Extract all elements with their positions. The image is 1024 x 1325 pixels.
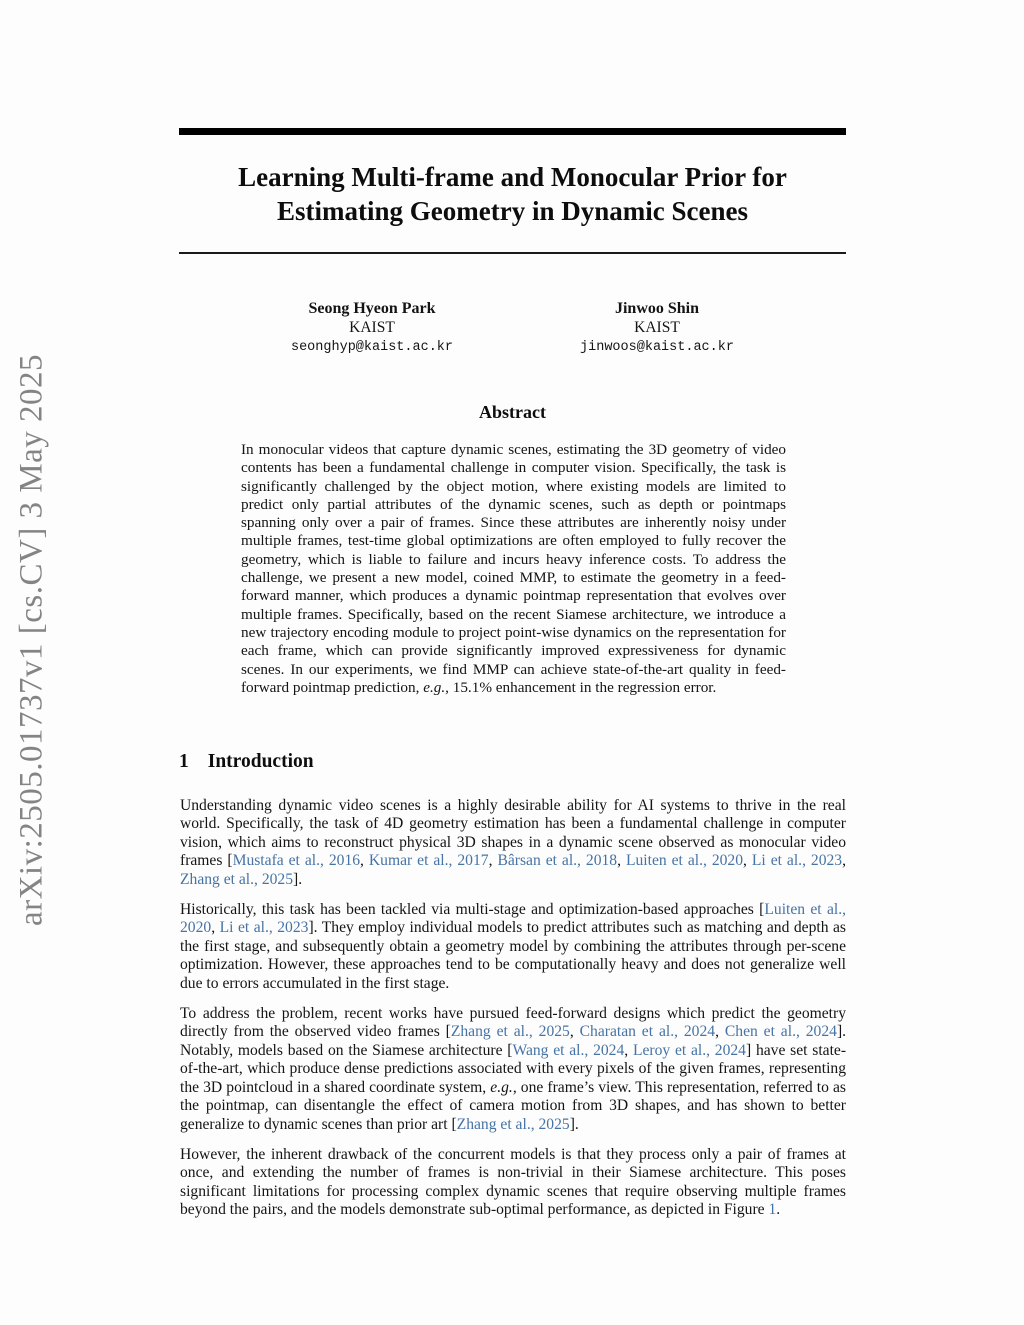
title-rule-bottom xyxy=(179,252,846,254)
arxiv-watermark: arXiv:2505.01737v1 [cs.CV] 3 May 2025 xyxy=(13,353,50,927)
inline-link[interactable]: Zhang et al., 2025 xyxy=(180,870,294,888)
author-affiliation: KAIST xyxy=(349,319,395,336)
text-segment: . xyxy=(776,1201,781,1219)
inline-link[interactable]: Mustafa et al., 2016 xyxy=(232,852,361,870)
inline-link[interactable]: Bârsan et al., 2018 xyxy=(497,852,618,870)
text-segment: , xyxy=(360,852,369,870)
inline-link[interactable]: Zhang et al., 2025 xyxy=(450,1023,570,1041)
paragraph xyxy=(180,797,846,889)
section-number: 1 xyxy=(179,751,189,772)
paper-title xyxy=(179,160,846,228)
text-segment: , xyxy=(488,852,498,870)
text-segment: , one frame’s view. This representation, referred to as the pointmap, can disentangle the effect of camera motion from 3D shapes, and has shown to better generalize to dynamic scenes than prior art [ xyxy=(180,1078,846,1133)
author-name: Jinwoo Shin xyxy=(614,300,700,317)
author-email: jinwoos@kaist.ac.kr xyxy=(580,340,734,355)
text-segment: Understanding dynamic video scenes is a highly desirable ability for AI systems to thrive in the real world. Specifically, the task of 4D geometry estimation has been a fundamental challenge in computer vision, which aims to reconstruct physical 3D shapes in a dynamic scene observed as monocular video frames [ xyxy=(180,797,846,870)
text-segment: , xyxy=(624,1041,633,1059)
author-email: seonghyp@kaist.ac.kr xyxy=(290,340,454,355)
text-segment: Historically, this task has been tackled via multi-stage and optimization-based approaches [ xyxy=(180,901,765,919)
text-segment: ] have set state-of-the-art, which produce dense predictions associated with every pixels of the given frames, representing the 3D pointcloud in a shared coordinate system, xyxy=(180,1041,847,1096)
inline-link[interactable]: Zhang et al., 2025 xyxy=(456,1115,570,1133)
author-block-2 xyxy=(525,299,789,357)
inline-link[interactable]: Wang et al., 2024 xyxy=(512,1041,625,1059)
text-segment: ]. They employ individual models to predict attributes such as matching and depth as the first stage, and subsequently obtain a geometry model by combining the attributes through per-scene optimization. However, these approaches tend to be computationally heavy and does not generalize well due to errors accumulated in the first stage. xyxy=(180,919,846,992)
text-segment: , xyxy=(211,919,220,937)
inline-link[interactable]: Luiten et al., 2020 xyxy=(625,852,744,870)
text-segment: , xyxy=(569,1023,580,1041)
inline-link[interactable]: Charatan et al., 2024 xyxy=(579,1023,716,1041)
abstract-paragraph xyxy=(241,441,786,697)
text-segment: , xyxy=(617,852,626,870)
inline-link[interactable]: 1 xyxy=(768,1201,777,1219)
paragraph xyxy=(180,1146,846,1220)
section-title: Introduction xyxy=(207,751,314,772)
text-segment: , xyxy=(715,1023,725,1041)
author-block-1 xyxy=(240,299,504,357)
title-rule-top xyxy=(179,128,846,135)
text-segment: e.g. xyxy=(423,678,446,696)
introduction-body xyxy=(180,797,846,1232)
text-segment: However, the inherent drawback of the concurrent models is that they process only a pair of frames at once, and extending the number of frames is non-trivial in their Siamese architecture. This poses significant limitations for processing complex dynamic scenes that require observing multiple frames beyond the pairs, and the models demonstrate sub-optimal performance, as depicted in Figure xyxy=(180,1145,846,1219)
inline-link[interactable]: Chen et al., 2024 xyxy=(724,1023,837,1041)
author-name: Seong Hyeon Park xyxy=(308,300,436,317)
inline-link[interactable]: Li et al., 2023 xyxy=(219,919,309,937)
text-segment: , xyxy=(743,852,752,870)
text-segment: To address the problem, recent works have pursued feed-forward designs which predict the geometry directly from the observed video frames [ xyxy=(180,1005,846,1041)
text-segment: ]. xyxy=(569,1115,579,1133)
text-segment: ]. xyxy=(293,870,303,888)
text-segment: , 15.1% enhancement in the regression error. xyxy=(445,678,717,696)
paragraph xyxy=(180,901,846,993)
title-line-2: Estimating Geometry in Dynamic Scenes xyxy=(277,196,748,226)
section-heading-introduction xyxy=(179,751,314,773)
title-line-1: Learning Multi-frame and Monocular Prior for xyxy=(238,162,787,192)
abstract-heading: Abstract xyxy=(479,402,546,422)
author-affiliation: KAIST xyxy=(634,319,680,336)
paragraph xyxy=(180,1005,846,1134)
text-segment: In monocular videos that capture dynamic scenes, estimating the 3D geometry of video contents has been a fundamental challenge in computer vision. Specifically, the task is significantly challenged by the object motion, where existing models are limited to predict only partial attributes of the dynamic scenes, such as depth or pointmaps spanning only over a pair of frames. Since these attributes are inherently noisy under multiple frames, test-time global optimizations are often employed to fully recover the geometry, which is liable to failure and incurs heavy inference costs. To address the challenge, we present a new model, coined MMP, to estimate the geometry in a feed-forward manner, which produces a dynamic pointmap representation that evolves over multiple frames. Specifically, based on the recent Siamese architecture, we introduce a new trajectory encoding module to project point-wise dynamics on the representation for each frame, which can provide significantly improved expressiveness for dynamic scenes. In our experiments, we find MMP can achieve state-of-the-art quality in feed-forward pointmap prediction, xyxy=(241,441,786,696)
inline-link[interactable]: Leroy et al., 2024 xyxy=(632,1041,746,1059)
inline-link[interactable]: Luiten et al., 2020 xyxy=(180,901,847,937)
inline-link[interactable]: Li et al., 2023 xyxy=(751,852,843,870)
text-segment: ]. Notably, models based on the Siamese architecture [ xyxy=(180,1023,847,1059)
inline-link[interactable]: Kumar et al., 2017 xyxy=(368,852,489,870)
text-segment: , xyxy=(842,852,847,870)
text-segment: e.g. xyxy=(490,1078,513,1096)
